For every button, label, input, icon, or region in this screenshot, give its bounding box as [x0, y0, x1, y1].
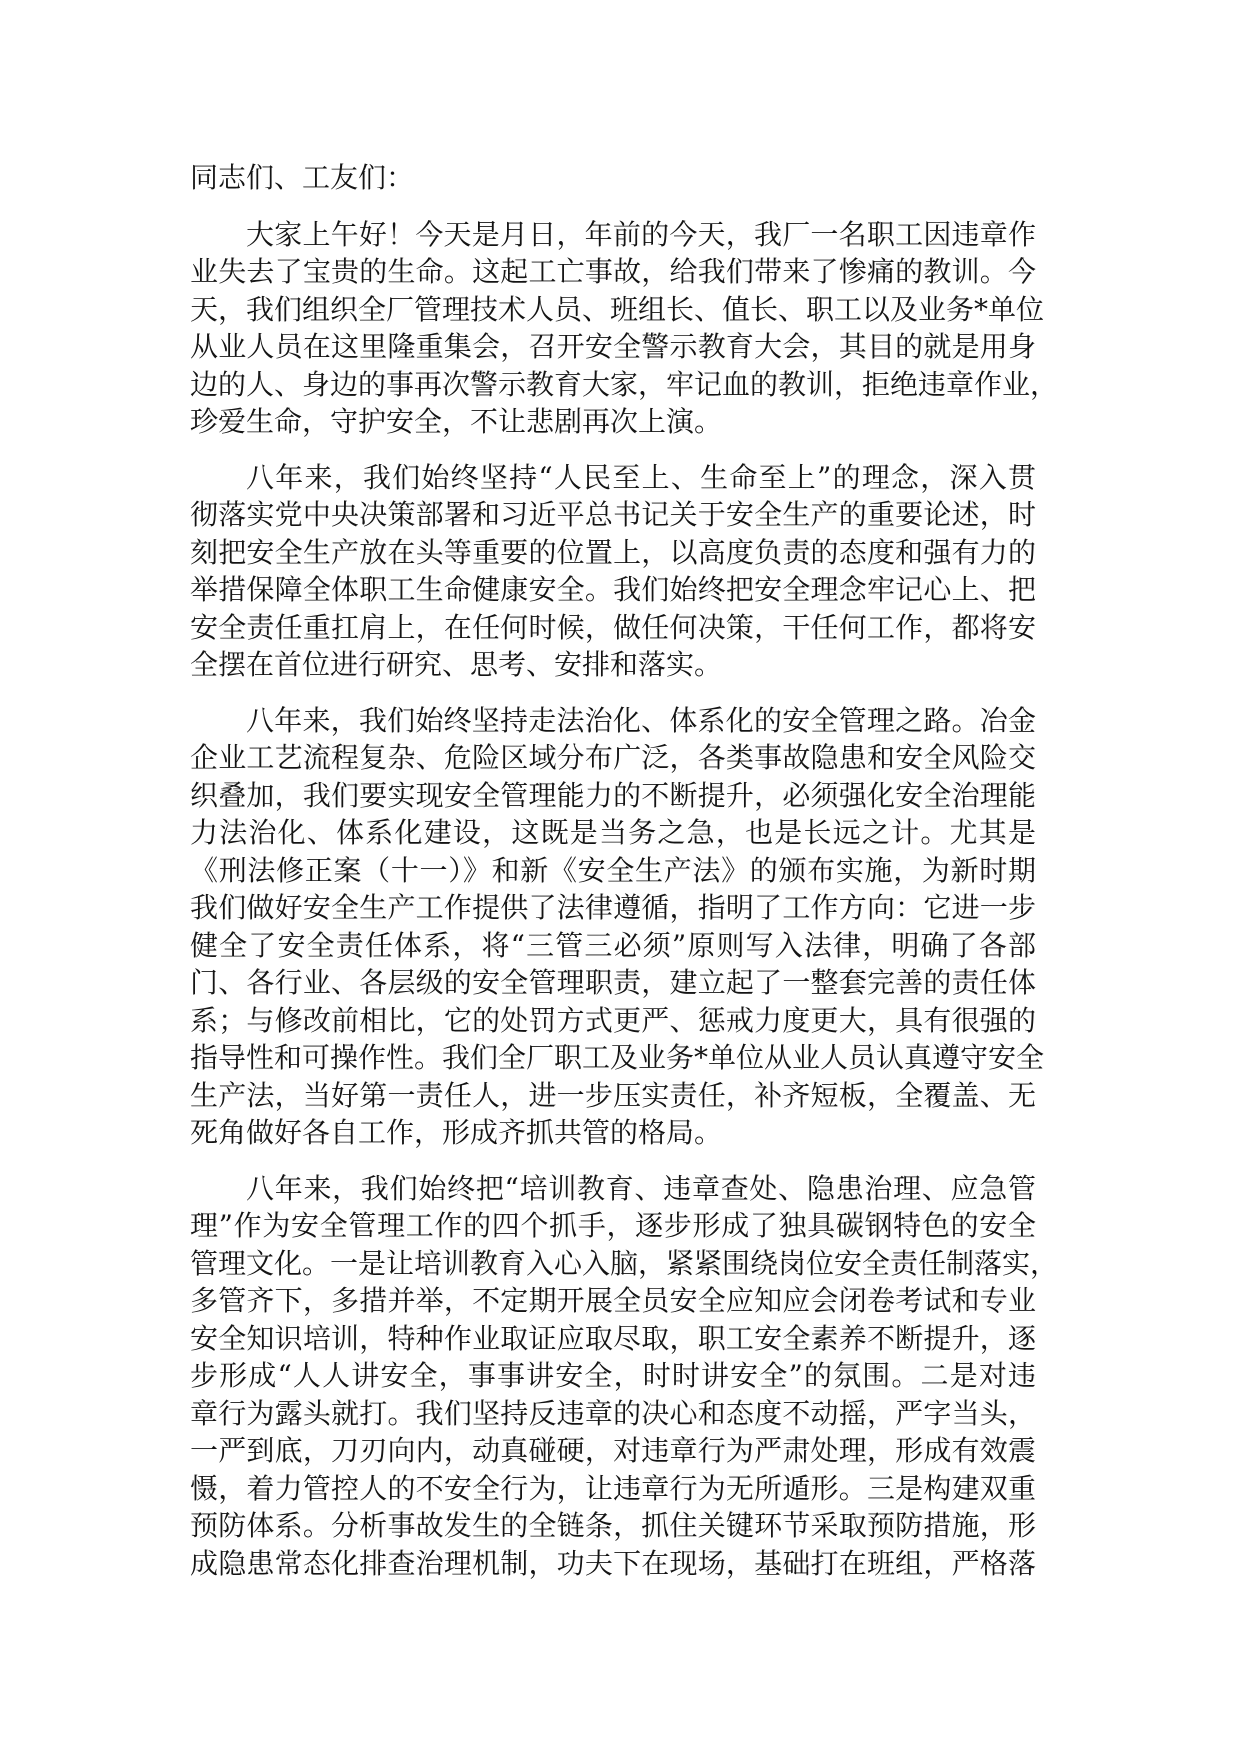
text-line: 业失去了宝贵的生命。这起工亡事故，给我们带来了惨痛的教训。今	[190, 255, 1036, 288]
text-line: 一严到底，刀刃向内，动真碰硬，对违章行为严肃处理，形成有效震	[190, 1434, 1036, 1467]
text-line: 织叠加，我们要实现安全管理能力的不断提升，必须强化安全治理能	[190, 778, 1036, 812]
text-line: 生产法，当好第一责任人，进一步压实责任，补齐短板，全覆盖、无	[190, 1078, 1036, 1112]
text-line: 成隐患常态化排查治理机制，功夫下在现场，基础打在班组，严格落	[190, 1546, 1036, 1580]
text-line: 死角做好各自工作，形成齐抓共管的格局。	[190, 1116, 723, 1149]
salutation: 同志们、工友们：	[190, 161, 415, 194]
text-line: 章行为露头就打。我们坚持反违章的决心和态度不动摇，严字当头，	[190, 1396, 1036, 1430]
text-line: 力法治化、体系化建设，这既是当务之急，也是长远之计。尤其是	[190, 816, 1036, 849]
text-line: 理”作为安全管理工作的四个抓手，逐步形成了独具碳钢特色的安全	[190, 1209, 1036, 1242]
text-line: 八年来，我们始终坚持“人民至上、生命至上”的理念，深入贯	[246, 460, 1036, 494]
text-line: 刻把安全生产放在头等重要的位置上，以高度负责的态度和强有力的	[190, 535, 1036, 569]
paragraph	[190, 216, 1059, 441]
text-line: 珍爱生命，守护安全，不让悲剧再次上演。	[190, 405, 723, 438]
text-line: 我们做好安全生产工作提供了法律遵循，指明了工作方向：它进一步	[190, 891, 1036, 924]
text-line: 从业人员在这里隆重集会，召开安全警示教育大会，其目的就是用身	[190, 330, 1036, 363]
text-line: 健全了安全责任体系，将“三管三必须”原则写入法律，明确了各部	[190, 928, 1036, 962]
text-line: 边的人、身边的事再次警示教育大家，牢记血的教训，拒绝违章作业，	[190, 367, 1059, 401]
text-line: 步形成“人人讲安全，事事讲安全，时时讲安全”的氛围。二是对违	[190, 1359, 1036, 1392]
text-line: 慑，着力管控人的不安全行为，让违章行为无所遁形。三是构建双重	[190, 1471, 1036, 1505]
text-line: 大家上午好！今天是月日，年前的今天，我厂一名职工因违章作	[246, 217, 1036, 251]
text-line: 指导性和可操作性。我们全厂职工及业务*单位从业人员认真遵守安全	[190, 1041, 1045, 1074]
paragraph	[190, 459, 1036, 684]
text-line: 《刑法修正案（十一）》和新《安全生产法》的颁布实施，为新时期	[190, 853, 1036, 887]
text-line: 八年来，我们始终把“培训教育、违章查处、隐患治理、应急管	[246, 1171, 1036, 1205]
text-line: 安全知识培训，特种作业取证应取尽取，职工安全素养不断提升，逐	[190, 1321, 1036, 1355]
text-line: 安全责任重扛肩上，在任何时候，做任何决策，干任何工作，都将安	[190, 610, 1036, 644]
text-line: 企业工艺流程复杂、危险区域分布广泛，各类事故隐患和安全风险交	[190, 741, 1036, 774]
text-line: 多管齐下，多措并举，不定期开展全员安全应知应会闭卷考试和专业	[190, 1284, 1036, 1317]
document-page	[190, 159, 1059, 1600]
text-line: 门、各行业、各层级的安全管理职责，建立起了一整套完善的责任体	[190, 966, 1036, 999]
text-line: 全摆在首位进行研究、思考、安排和落实。	[190, 648, 723, 681]
text-line: 八年来，我们始终坚持走法治化、体系化的安全管理之路。冶金	[246, 703, 1036, 737]
text-line: 彻落实党中央决策部署和习近平总书记关于安全生产的重要论述，时	[190, 498, 1036, 531]
paragraph	[190, 702, 1045, 1152]
paragraph	[190, 1170, 1059, 1583]
text-line: 预防体系。分析事故发生的全链条，抓住关键环节采取预防措施，形	[190, 1509, 1036, 1542]
text-line: 管理文化。一是让培训教育入心入脑，紧紧围绕岗位安全责任制落实，	[190, 1246, 1059, 1280]
text-line: 天，我们组织全厂管理技术人员、班组长、值长、职工以及业务*单位	[190, 292, 1045, 326]
document-body	[190, 216, 1059, 1583]
text-line: 系；与修改前相比，它的处罚方式更严、惩戒力度更大，具有很强的	[190, 1003, 1036, 1037]
text-line: 举措保障全体职工生命健康安全。我们始终把安全理念牢记心上、把	[190, 573, 1036, 606]
